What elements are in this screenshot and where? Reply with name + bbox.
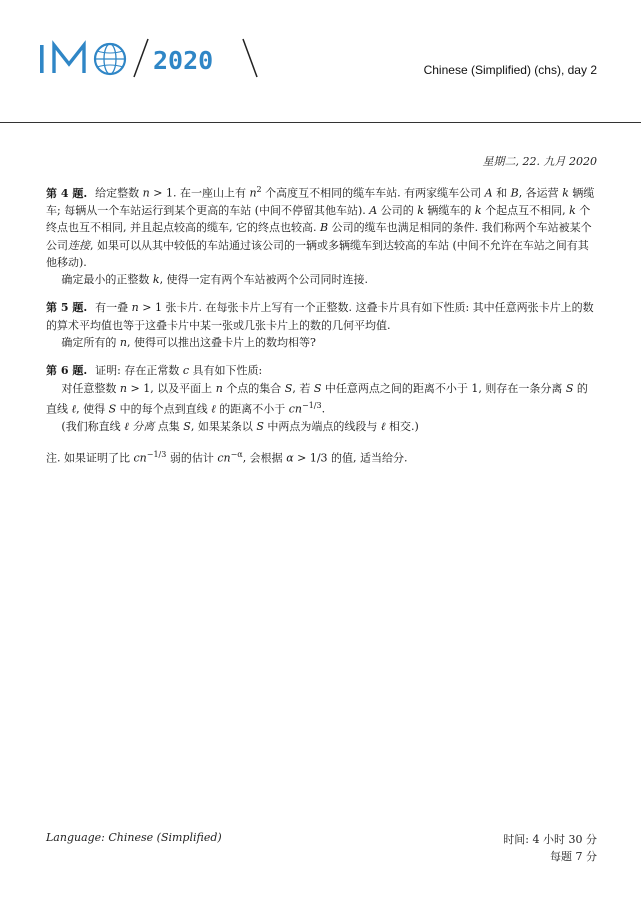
problem-list [46,181,597,467]
scoring-note: 注. 如果证明了比 $cn^{-1/3}$ 弱的估计 $cn^{-\alpha}$, 会根据 α > 1/3 的值, 适当给分. [46,450,408,465]
header-divider [0,122,641,123]
problem-6-definition: (我们称直线 ℓ 分离 点集 S, 如果某条以 S 中两点为端点的线段与 ℓ 相交.) [61,419,419,433]
problem-6 [46,362,597,435]
footer-language: Language: Chinese (Simplified) [46,831,222,844]
problem-6-statement: 第 6 题. 证明: 存在正常数 c 具有如下性质: [46,364,263,378]
problem-6-condition: 对任意整数 n > 1, 以及平面上 n 个点的集合 S, 若 S 中任意两点之间的距离不小于 1, 则存在一条分离 S 的直线 ℓ, 使得 S 中的每个点到直线 ℓ 的距离不小于 $cn^{-1/3}$. [46,381,588,416]
problem-4 [46,181,597,288]
problem-4-statement: 第 4 题. 给定整数 n > 1. 在一座山上有 $n^2$ 个高度互不相同的缆车车站. 有两家缆车公司 A 和 B, 各运营 k 辆缆车; 每辆从一个车站运行到某个更高的车站 (中间不停留其他车站). A 公司的 k 辆缆车的 k 个起点互不相同, k 个终点也互不相同, 并且起点较高的缆车, 它的终点也较高. B 公司的缆车也满足相同的条件. 我们称两个车站被某个公司连接, 如果可以从其中较低的车站通过该公司的一辆或多辆缆车到达较高的车站 (中间不允许在车站之间有其他移动). [46,185,595,269]
problem-5-title: 第 5 题. [46,301,88,315]
problem-4-question: 确定最小的正整数 k, 使得一定有两个车站被两个公司同时连接. [61,273,369,287]
problem-5-statement: 第 5 题. 有一叠 n > 1 张卡片. 在每张卡片上写有一个正整数. 这叠卡片具有如下性质: 其中任意两张卡片上的数的算术平均值也等于这叠卡片中某一张或几张卡片上的数的几何平均值. [46,301,594,332]
language-day-label: Chinese (Simplified) (chs), day 2 [423,63,597,77]
footer-points: 每题 7 分 [550,850,597,863]
imo-logo-graphic [38,36,266,80]
imo-2020-logo [38,36,266,84]
problem-5-question: 确定所有的 n, 使得可以推出这叠卡片上的数均相等? [61,336,316,350]
logo-year: 2020 [153,46,214,75]
footer-time: 时间: 4 小时 30 分 [503,833,597,846]
exam-date: 星期二, 22. 九月 2020 [482,155,597,168]
problem-4-title: 第 4 题. [46,186,88,200]
problem-5 [46,299,597,351]
problem-6-title: 第 6 题. [46,364,88,378]
footer-exam-info [503,831,597,865]
page-header [0,0,641,124]
